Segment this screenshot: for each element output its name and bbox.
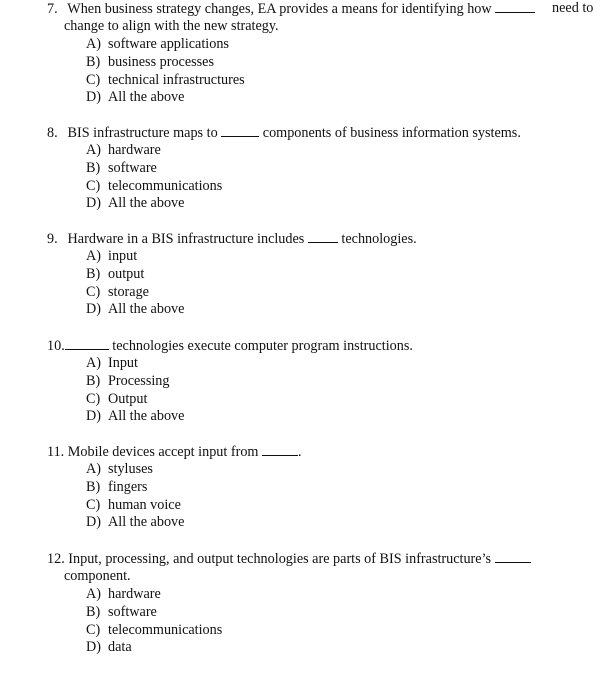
option-text: output (108, 265, 145, 282)
option-letter: D) (86, 301, 101, 318)
option-d (86, 408, 184, 426)
option-text: data (108, 639, 132, 656)
question-number: 8. (47, 125, 58, 141)
option-text: All the above (108, 514, 185, 531)
option-letter: C) (86, 390, 101, 407)
option-letter: A) (86, 142, 101, 158)
option-text: fingers (108, 478, 148, 495)
option-b (86, 604, 222, 622)
option-letter: C) (86, 496, 101, 513)
option-b (86, 266, 184, 284)
option-letter: B) (86, 53, 101, 70)
option-text: All the above (108, 301, 185, 318)
option-b (86, 479, 184, 497)
question-7-stem (47, 0, 535, 18)
option-c (86, 497, 184, 515)
question-number: 12. (47, 551, 65, 567)
question-continuation: change to align with the new strategy. (64, 18, 279, 34)
option-text: software (108, 159, 157, 176)
option-letter: D) (86, 514, 101, 531)
option-text: styluses (108, 461, 153, 477)
option-letter: B) (86, 478, 101, 495)
option-letter: C) (86, 621, 101, 638)
option-d (86, 195, 222, 213)
options-list (86, 355, 184, 426)
answer-blank (308, 230, 338, 243)
question-10-stem (47, 337, 413, 355)
option-a (86, 586, 222, 604)
option-text: software applications (108, 36, 229, 52)
option-a (86, 248, 184, 266)
question-text-after: components of business information systems. (262, 125, 521, 141)
option-letter: A) (86, 36, 101, 52)
question-7-tail: need to (552, 0, 594, 16)
option-letter: A) (86, 355, 101, 371)
option-text: telecommunications (108, 621, 223, 638)
question-continuation: component. (64, 568, 131, 584)
option-b (86, 160, 222, 178)
option-letter: B) (86, 159, 101, 176)
question-number: 11. (47, 444, 65, 460)
options-list (86, 461, 184, 532)
options-list (86, 36, 245, 107)
answer-blank (65, 337, 109, 350)
option-text: Output (108, 390, 148, 407)
option-text: business processes (108, 53, 214, 70)
option-letter: D) (86, 639, 101, 656)
option-letter: C) (86, 283, 101, 300)
question-text: Hardware in a BIS infrastructure includes (67, 231, 305, 247)
option-letter: C) (86, 177, 101, 194)
answer-blank (221, 124, 259, 137)
question-number: 9. (47, 231, 58, 247)
option-a (86, 142, 222, 160)
question-11-stem (47, 443, 302, 461)
option-d (86, 514, 184, 532)
option-b (86, 373, 184, 391)
option-b (86, 54, 245, 72)
question-9-stem (47, 230, 417, 248)
question-text: When business strategy changes, EA provides a means for identifying how (67, 1, 492, 17)
options-list (86, 142, 222, 213)
option-c (86, 178, 222, 196)
option-letter: A) (86, 248, 101, 264)
question-text-after: technologies execute computer program instructions. (112, 338, 413, 354)
option-c (86, 391, 184, 409)
option-letter: A) (86, 586, 101, 602)
option-text: hardware (108, 586, 161, 602)
option-text: All the above (108, 195, 185, 212)
question-number: 7. (47, 1, 58, 17)
option-c (86, 284, 184, 302)
option-letter: A) (86, 461, 101, 477)
option-d (86, 89, 245, 107)
answer-blank (495, 0, 535, 13)
option-letter: B) (86, 265, 101, 282)
question-text: Input, processing, and output technologies are parts of BIS infrastructure’s (68, 551, 492, 567)
question-text: Mobile devices accept input from (67, 444, 259, 460)
question-text: BIS infrastructure maps to (67, 125, 218, 141)
option-letter: D) (86, 195, 101, 212)
option-text: All the above (108, 408, 185, 425)
option-text: technical infrastructures (108, 71, 245, 88)
option-text: telecommunications (108, 177, 223, 194)
option-text: software (108, 603, 157, 620)
question-number: 10. (47, 338, 65, 354)
question-12-stem (47, 550, 531, 568)
option-text: Input (108, 355, 138, 371)
option-d (86, 639, 222, 657)
option-c (86, 72, 245, 90)
question-text-after: . (298, 444, 302, 460)
option-text: All the above (108, 89, 185, 106)
option-a (86, 461, 184, 479)
option-letter: B) (86, 603, 101, 620)
option-text: hardware (108, 142, 161, 158)
option-text: input (108, 248, 138, 264)
option-d (86, 301, 184, 319)
question-8-stem (47, 124, 521, 142)
option-text: Processing (108, 372, 170, 389)
option-text: human voice (108, 496, 181, 513)
option-text: storage (108, 283, 149, 300)
option-a (86, 355, 184, 373)
options-list (86, 248, 184, 319)
question-text-after: technologies. (341, 231, 417, 247)
option-c (86, 622, 222, 640)
options-list (86, 586, 222, 657)
answer-blank (495, 550, 531, 563)
option-a (86, 36, 245, 54)
answer-blank (262, 443, 298, 456)
option-letter: D) (86, 89, 101, 106)
option-letter: D) (86, 408, 101, 425)
option-letter: B) (86, 372, 101, 389)
option-letter: C) (86, 71, 101, 88)
